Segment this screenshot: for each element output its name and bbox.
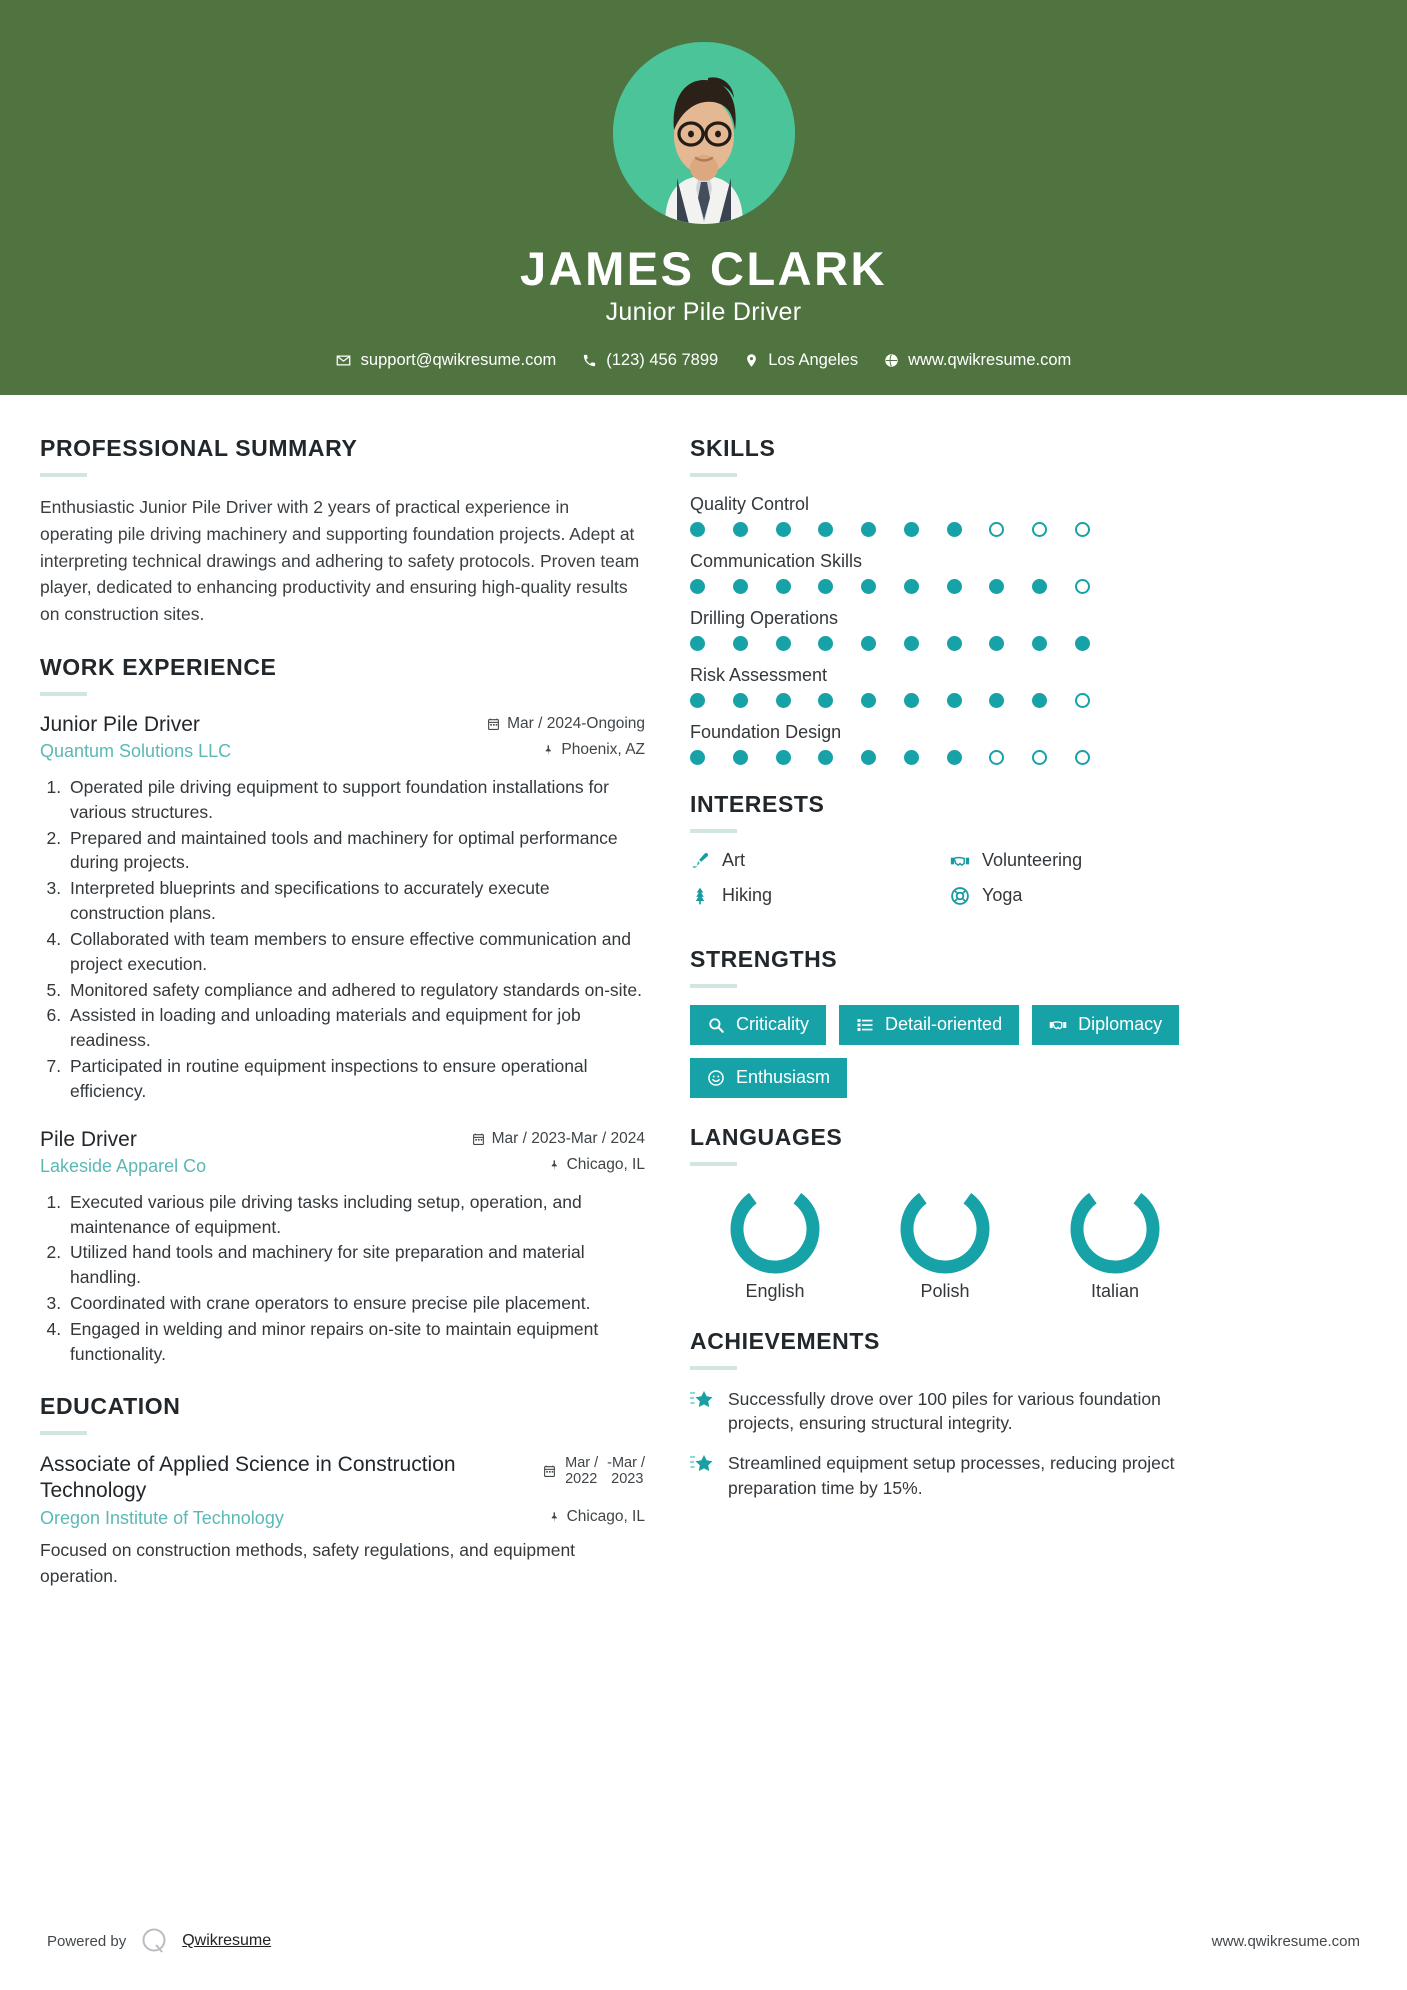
language-progress-ring: [729, 1183, 821, 1275]
job-company[interactable]: Quantum Solutions LLC: [40, 740, 232, 761]
skill-name: Drilling Operations: [690, 608, 839, 628]
education-description: Focused on construction methods, safety regulations, and equipment operation.: [40, 1540, 576, 1587]
language-progress-ring: [899, 1183, 991, 1275]
skill-dot: [1075, 636, 1090, 651]
section-achievements: [690, 1328, 1210, 1501]
section-skills: [690, 435, 1210, 765]
section-professional-summary: [40, 435, 645, 628]
strength-chip[interactable]: [690, 1058, 847, 1098]
job-entry: [40, 713, 645, 1104]
strength-label: Diplomacy: [1078, 1014, 1163, 1034]
job-header: [40, 713, 645, 737]
job-header: [40, 1128, 645, 1152]
job-bullet: 1. Operated pile driving equipment to support foundation installations for various structures.: [66, 775, 645, 825]
job-bullet: 4. Collaborated with team members to ensure effective communication and project execution.: [66, 927, 645, 977]
calendar-icon: [543, 1464, 556, 1478]
interest-item: [950, 885, 1210, 906]
right-column: [690, 435, 1210, 1926]
section-rule: [40, 1431, 87, 1435]
pin-icon: [549, 1510, 560, 1524]
skill-dot: [989, 636, 1004, 651]
job-bullets: [66, 1190, 645, 1367]
education-location-text: Chicago, IL: [566, 1508, 645, 1526]
education-entry: [40, 1452, 645, 1590]
skill-dot: [1032, 636, 1047, 651]
skill-rating: [690, 579, 1090, 594]
language-name: Italian: [1090, 1280, 1140, 1301]
skill-name: Quality Control: [690, 494, 810, 514]
section-title-languages: LANGUAGES: [690, 1123, 843, 1150]
skill-dot: [1032, 693, 1047, 708]
skill-dot: [947, 579, 962, 594]
interest-item: [950, 850, 1210, 871]
lifebuoy-icon: [950, 886, 970, 906]
skill-dot: [1075, 579, 1090, 594]
section-title-skills: SKILLS: [690, 435, 776, 461]
skill-dot: [818, 693, 833, 708]
contact-email-text: support@qwikresume.com: [360, 351, 557, 370]
interest-label: Art: [722, 850, 746, 870]
job-dates: [487, 715, 645, 733]
section-rule: [690, 1162, 737, 1166]
skill-dot: [776, 750, 791, 765]
section-rule: [690, 1366, 737, 1370]
contact-website-text: www.qwikresume.com: [908, 351, 1072, 370]
skill-item: [690, 494, 1210, 537]
language-progress-ring: [1069, 1183, 1161, 1275]
section-title-summary: PROFESSIONAL SUMMARY: [40, 435, 358, 461]
section-languages: [690, 1124, 1210, 1302]
language-item: [1030, 1183, 1200, 1302]
job-bullet: 2. Prepared and maintained tools and machinery for optimal performance during projects.: [66, 826, 645, 876]
education-location: [549, 1508, 645, 1526]
skill-name: Risk Assessment: [690, 665, 828, 685]
job-entry: [40, 1128, 645, 1367]
skill-dot: [733, 636, 748, 651]
skill-dot: [733, 750, 748, 765]
job-list: [40, 713, 645, 1367]
job-location: [543, 741, 645, 759]
left-column: [40, 435, 645, 1926]
interest-label: Yoga: [982, 885, 1023, 905]
job-dates-text: Mar / 2023-Mar / 2024: [491, 1129, 645, 1147]
job-bullet: 7. Participated in routine equipment inspections to ensure operational efficiency.: [66, 1054, 645, 1104]
skill-dot: [733, 522, 748, 537]
skill-item: [690, 608, 1210, 651]
skill-rating: [690, 750, 1090, 765]
skill-dot: [818, 522, 833, 537]
skill-dot: [690, 750, 705, 765]
list-icon: [856, 1016, 874, 1034]
skill-dot: [690, 522, 705, 537]
star-badge-icon: [690, 1387, 714, 1437]
interest-label: Volunteering: [982, 850, 1083, 870]
language-item: [690, 1183, 860, 1302]
skill-rating: [690, 636, 1090, 651]
job-bullet: 3. Interpreted blueprints and specifications to accurately execute construction plans.: [66, 876, 645, 926]
section-education: [40, 1393, 645, 1590]
job-subheader: [40, 1156, 645, 1177]
contact-email[interactable]: [327, 351, 566, 370]
language-list: [690, 1183, 1210, 1302]
section-rule: [690, 984, 737, 988]
job-bullet: 1. Executed various pile driving tasks including setup, operation, and maintenance of equipment.: [66, 1190, 645, 1240]
strength-label: Detail-oriented: [885, 1014, 1003, 1034]
skill-dot: [904, 522, 919, 537]
education-start: Mar / 2022: [565, 1454, 599, 1487]
skill-dot: [861, 636, 876, 651]
language-name: English: [745, 1280, 805, 1301]
job-subheader: [40, 741, 645, 762]
skill-dot: [776, 522, 791, 537]
section-title-strengths: STRENGTHS: [690, 946, 838, 972]
skill-item: [690, 665, 1210, 708]
job-bullet: 3. Coordinated with crane operators to ensure precise pile placement.: [66, 1291, 645, 1316]
interest-item: [690, 850, 950, 871]
strength-chip[interactable]: [690, 1005, 826, 1045]
achievement-text: Streamlined equipment setup processes, reducing project preparation time by 15%.: [728, 1453, 1175, 1499]
skill-dot: [861, 579, 876, 594]
contact-location: [734, 351, 867, 370]
paintbrush-icon: [690, 851, 710, 871]
skill-dot: [818, 579, 833, 594]
job-title: Pile Driver: [40, 1127, 137, 1151]
strength-label: Criticality: [736, 1014, 810, 1034]
contact-phone-text: (123) 456 7899: [606, 351, 719, 370]
skill-rating: [690, 522, 1090, 537]
job-dates: [472, 1130, 645, 1148]
skill-dot: [818, 636, 833, 651]
skill-dot: [733, 579, 748, 594]
magnifier-icon: [707, 1016, 725, 1034]
smiley-icon: [707, 1069, 725, 1087]
job-role-subtitle: Junior Pile Driver: [605, 298, 802, 327]
contact-phone[interactable]: [572, 351, 727, 370]
pin-icon: [543, 743, 554, 757]
skill-dot: [989, 750, 1004, 765]
achievement-item: [690, 1387, 1210, 1437]
handshake-icon: [1049, 1016, 1067, 1034]
skill-dot: [1075, 693, 1090, 708]
section-rule: [690, 473, 737, 477]
strength-list: [690, 1005, 1210, 1098]
footer-website: www.qwikresume.com: [1211, 1932, 1360, 1950]
skill-dot: [1032, 579, 1047, 594]
resume-header: [0, 0, 1407, 395]
job-bullet: 2. Utilized hand tools and machinery for site preparation and material handling.: [66, 1240, 645, 1290]
pin-icon: [549, 1158, 560, 1172]
skill-dot: [733, 693, 748, 708]
contact-bar: [327, 351, 1081, 370]
skill-dot: [776, 579, 791, 594]
section-work-experience: [40, 654, 645, 1367]
strength-chip[interactable]: [839, 1005, 1019, 1045]
skill-list: [690, 494, 1210, 765]
resume-body: [0, 395, 1407, 1926]
education-list: [40, 1452, 645, 1590]
skill-dot: [1032, 522, 1047, 537]
qwikresume-logo-icon: [139, 1926, 169, 1956]
job-dates-text: Mar / 2024-Ongoing: [507, 714, 645, 732]
location-pin-icon: [743, 353, 759, 369]
strength-chip[interactable]: [1032, 1005, 1179, 1045]
job-company[interactable]: Lakeside Apparel Co: [40, 1155, 207, 1176]
achievement-item: [690, 1451, 1210, 1501]
job-bullet: 4. Engaged in welding and minor repairs on-site to maintain equipment functionality.: [66, 1317, 645, 1367]
achievement-list: [690, 1387, 1210, 1501]
interest-item: [690, 885, 950, 906]
skill-dot: [904, 636, 919, 651]
section-title-achievements: ACHIEVEMENTS: [690, 1327, 880, 1354]
skill-item: [690, 722, 1210, 765]
job-location-text: Phoenix, AZ: [561, 740, 645, 758]
skill-dot: [690, 579, 705, 594]
skill-dot: [776, 693, 791, 708]
section-strengths: [690, 946, 1210, 1098]
skill-dot: [947, 693, 962, 708]
globe-icon: [883, 353, 899, 369]
education-subheader: [40, 1508, 645, 1529]
phone-icon: [581, 353, 597, 369]
interest-label: Hiking: [722, 885, 773, 905]
skill-dot: [989, 579, 1004, 594]
calendar-icon: [487, 717, 500, 731]
skill-dot: [947, 522, 962, 537]
skill-name: Foundation Design: [690, 722, 842, 742]
qwikresume-link[interactable]: Qwikresume: [182, 1932, 272, 1949]
skill-rating: [690, 693, 1090, 708]
star-badge-icon: [690, 1451, 714, 1501]
job-bullets: [66, 775, 645, 1104]
interest-list: [690, 850, 1210, 920]
education-end: -Mar / 2023: [607, 1454, 645, 1487]
skill-dot: [861, 693, 876, 708]
language-name: Polish: [920, 1280, 970, 1301]
section-title-interests: INTERESTS: [690, 791, 825, 817]
skill-dot: [1032, 750, 1047, 765]
powered-by: [47, 1926, 271, 1956]
skill-dot: [947, 636, 962, 651]
page-footer: [0, 1926, 1407, 1990]
calendar-icon: [472, 1132, 485, 1146]
skill-dot: [776, 636, 791, 651]
avatar: [613, 42, 795, 224]
section-interests: [690, 791, 1210, 920]
powered-by-label: Powered by: [47, 1932, 127, 1950]
job-location-text: Chicago, IL: [566, 1155, 645, 1173]
section-rule: [40, 692, 87, 696]
skill-dot: [861, 522, 876, 537]
language-item: [860, 1183, 1030, 1302]
skill-dot: [1075, 750, 1090, 765]
skill-dot: [690, 693, 705, 708]
job-bullet: 5. Monitored safety compliance and adhered to regulatory standards on-site.: [66, 978, 645, 1003]
section-rule: [690, 829, 737, 833]
skill-dot: [989, 693, 1004, 708]
job-bullet: 6. Assisted in loading and unloading materials and equipment for job readiness.: [66, 1003, 645, 1053]
tree-icon: [690, 886, 710, 906]
skill-dot: [904, 750, 919, 765]
education-school[interactable]: Oregon Institute of Technology: [40, 1508, 284, 1529]
section-title-work: WORK EXPERIENCE: [40, 653, 277, 680]
skill-dot: [989, 522, 1004, 537]
section-rule: [40, 473, 87, 477]
strength-label: Enthusiasm: [736, 1066, 831, 1087]
envelope-icon: [336, 353, 352, 369]
page-title: JAMES CLARK: [520, 242, 887, 295]
education-header: [40, 1452, 645, 1505]
skill-dot: [904, 579, 919, 594]
skill-dot: [818, 750, 833, 765]
summary-text: Enthusiastic Junior Pile Driver with 2 years of practical experience in operating pile driving machinery and supporting foundation projects. Adept at interpreting technical drawings and adhering to safety protocols. Proven team player, dedicated to enhancing productivity and ensuring high-quality results on construction sites.: [40, 497, 640, 625]
skill-dot: [690, 636, 705, 651]
skill-dot: [1075, 522, 1090, 537]
skill-dot: [904, 693, 919, 708]
section-title-education: EDUCATION: [40, 1392, 181, 1419]
skill-dot: [947, 750, 962, 765]
job-title: Junior Pile Driver: [40, 712, 200, 736]
contact-location-text: Los Angeles: [768, 351, 859, 370]
contact-website[interactable]: [874, 351, 1080, 370]
education-dates: [543, 1452, 645, 1487]
skill-item: [690, 551, 1210, 594]
skill-name: Communication Skills: [690, 551, 863, 571]
job-location: [549, 1156, 645, 1174]
handshake-icon: [950, 851, 970, 871]
education-degree: Associate of Applied Science in Construction Technology: [40, 1452, 456, 1502]
skill-dot: [861, 750, 876, 765]
achievement-text: Successfully drove over 100 piles for various foundation projects, ensuring structural integrity.: [728, 1388, 1161, 1434]
